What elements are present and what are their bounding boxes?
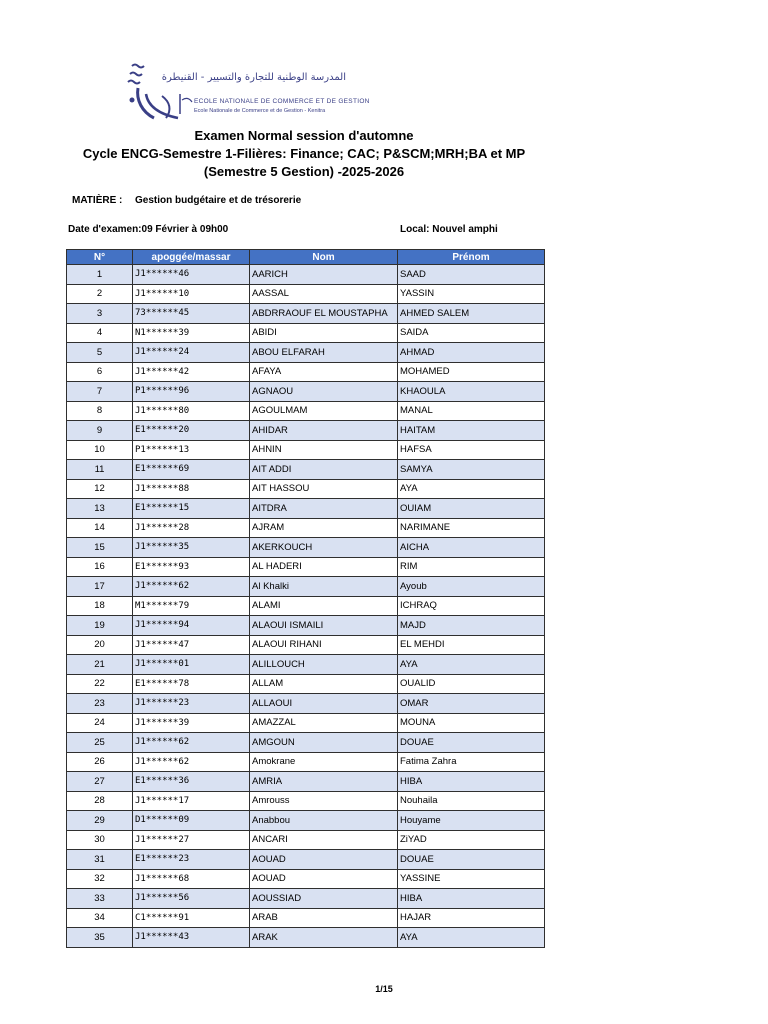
row-number: 6 [67,362,133,382]
row-nom: AFAYA [250,362,398,382]
row-apogee: J1******94 [133,616,250,636]
table-row [67,694,545,714]
row-number: 16 [67,557,133,577]
row-prenom: AYA [398,655,545,675]
row-apogee: J1******88 [133,479,250,499]
exam-cycle: Cycle ENCG-Semestre 1-Filières: Finance; CAC; P&SCM;MRH;BA et MP [82,146,526,161]
row-prenom: AHMED SALEM [398,304,545,324]
table-row [67,908,545,928]
row-nom: Anabbou [250,811,398,831]
column-header-nom: Nom [250,250,398,265]
row-nom: AHNIN [250,440,398,460]
row-number: 26 [67,752,133,772]
column-header-number: N° [67,250,133,265]
row-nom: AITDRA [250,499,398,519]
table-row [67,772,545,792]
row-nom: AJRAM [250,518,398,538]
row-nom: ABOU ELFARAH [250,343,398,363]
row-apogee: E1******69 [133,460,250,480]
row-nom: AOUAD [250,869,398,889]
table-row [67,382,545,402]
table-row [67,889,545,909]
row-apogee: J1******68 [133,869,250,889]
row-nom: ALAOUI RIHANI [250,635,398,655]
matiere-label: MATIÈRE : [72,195,123,206]
row-prenom: SAIDA [398,323,545,343]
row-number: 11 [67,460,133,480]
row-apogee: J1******56 [133,889,250,909]
table-row [67,401,545,421]
row-number: 3 [67,304,133,324]
row-nom: ALAMI [250,596,398,616]
table-row [67,869,545,889]
row-number: 35 [67,928,133,948]
row-number: 18 [67,596,133,616]
row-number: 20 [67,635,133,655]
row-nom: AMAZZAL [250,713,398,733]
row-apogee: J1******01 [133,655,250,675]
row-prenom: DOUAE [398,733,545,753]
row-number: 10 [67,440,133,460]
row-prenom: DOUAE [398,850,545,870]
table-body [67,265,545,948]
row-prenom: SAAD [398,265,545,285]
row-prenom: HAFSA [398,440,545,460]
row-prenom: MAJD [398,616,545,636]
row-prenom: NARIMANE [398,518,545,538]
row-number: 32 [67,869,133,889]
row-nom: AIT ADDI [250,460,398,480]
row-apogee: D1******09 [133,811,250,831]
row-number: 4 [67,323,133,343]
row-prenom: MOHAMED [398,362,545,382]
row-nom: ALLAOUI [250,694,398,714]
table-row [67,362,545,382]
row-prenom: AHMAD [398,343,545,363]
row-number: 15 [67,538,133,558]
row-apogee: J1******24 [133,343,250,363]
row-prenom: KHAOULA [398,382,545,402]
table-row [67,577,545,597]
table-row [67,440,545,460]
row-apogee: J1******42 [133,362,250,382]
row-apogee: J1******62 [133,733,250,753]
table-row [67,674,545,694]
row-prenom: OUALID [398,674,545,694]
row-prenom: RIM [398,557,545,577]
table-row [67,323,545,343]
row-nom: AIT HASSOU [250,479,398,499]
table-row [67,479,545,499]
row-nom: ARAK [250,928,398,948]
student-table [66,249,545,948]
row-nom: ALLAM [250,674,398,694]
row-apogee: E1******15 [133,499,250,519]
row-number: 25 [67,733,133,753]
row-prenom: YASSINE [398,869,545,889]
row-nom: Amrouss [250,791,398,811]
row-number: 31 [67,850,133,870]
table-row [67,811,545,831]
row-prenom: SAMYA [398,460,545,480]
row-apogee: N1******39 [133,323,250,343]
row-number: 8 [67,401,133,421]
row-prenom: ZiYAD [398,830,545,850]
row-prenom: MANAL [398,401,545,421]
row-nom: AOUSSIAD [250,889,398,909]
row-apogee: P1******96 [133,382,250,402]
table-row [67,655,545,675]
table-row [67,518,545,538]
row-prenom: OUIAM [398,499,545,519]
row-apogee: J1******62 [133,752,250,772]
table-row [67,713,545,733]
row-nom: ALILLOUCH [250,655,398,675]
page-number: 1/15 [375,984,393,994]
row-number: 24 [67,713,133,733]
row-apogee: E1******78 [133,674,250,694]
school-name-latin-sub: Ecole Nationale de Commerce et de Gestion - Kenitra [194,108,326,114]
row-prenom: EL MEHDI [398,635,545,655]
table-header-row [67,250,545,265]
row-number: 12 [67,479,133,499]
row-nom: ANCARI [250,830,398,850]
row-apogee: J1******62 [133,577,250,597]
school-name-latin: ECOLE NATIONALE DE COMMERCE ET DE GESTION [194,98,370,105]
row-prenom: OMAR [398,694,545,714]
row-number: 34 [67,908,133,928]
table-row [67,752,545,772]
row-number: 22 [67,674,133,694]
column-header-apogee: apoggée/massar [133,250,250,265]
row-prenom: HIBA [398,889,545,909]
row-apogee: J1******28 [133,518,250,538]
row-apogee: 73******45 [133,304,250,324]
row-number: 13 [67,499,133,519]
row-prenom: AYA [398,928,545,948]
row-prenom: Houyame [398,811,545,831]
table-row [67,616,545,636]
row-number: 28 [67,791,133,811]
row-apogee: C1******91 [133,908,250,928]
row-nom: ABDRRAOUF EL MOUSTAPHA [250,304,398,324]
table-row [67,596,545,616]
row-nom: AMGOUN [250,733,398,753]
school-name-arabic: المدرسة الوطنية للتجارة والتسيير - القنيطرة [161,72,346,83]
row-prenom: Fatima Zahra [398,752,545,772]
row-apogee: J1******17 [133,791,250,811]
row-apogee: P1******13 [133,440,250,460]
row-apogee: J1******39 [133,713,250,733]
table-row [67,850,545,870]
table-row [67,635,545,655]
row-number: 30 [67,830,133,850]
row-prenom: HIBA [398,772,545,792]
row-number: 19 [67,616,133,636]
row-prenom: AICHA [398,538,545,558]
row-nom: AHIDAR [250,421,398,441]
row-number: 2 [67,284,133,304]
row-prenom: Nouhaila [398,791,545,811]
table-row [67,499,545,519]
row-nom: AGOULMAM [250,401,398,421]
row-apogee: J1******80 [133,401,250,421]
row-nom: AKERKOUCH [250,538,398,558]
row-prenom: HAITAM [398,421,545,441]
row-prenom: Ayoub [398,577,545,597]
table-row [67,791,545,811]
matiere-value: Gestion budgétaire et de trésorerie [135,195,302,206]
table-row [67,460,545,480]
row-number: 29 [67,811,133,831]
row-number: 5 [67,343,133,363]
row-number: 14 [67,518,133,538]
table-row [67,284,545,304]
column-header-prenom: Prénom [398,250,545,265]
table-row [67,830,545,850]
row-apogee: E1******93 [133,557,250,577]
row-prenom: HAJAR [398,908,545,928]
row-apogee: E1******20 [133,421,250,441]
row-apogee: J1******35 [133,538,250,558]
table-row [67,304,545,324]
row-number: 1 [67,265,133,285]
row-prenom: ICHRAQ [398,596,545,616]
row-number: 23 [67,694,133,714]
table-row [67,538,545,558]
row-number: 7 [67,382,133,402]
row-apogee: J1******46 [133,265,250,285]
row-apogee: E1******23 [133,850,250,870]
table-row [67,733,545,753]
row-apogee: J1******27 [133,830,250,850]
row-prenom: MOUNA [398,713,545,733]
row-number: 27 [67,772,133,792]
row-nom: Amokrane [250,752,398,772]
row-apogee: J1******10 [133,284,250,304]
row-nom: AMRIA [250,772,398,792]
exam-semester: (Semestre 5 Gestion) -2025-2026 [203,164,405,179]
exam-location: Local: Nouvel amphi [400,224,498,235]
row-nom: ARAB [250,908,398,928]
row-nom: ALAOUI ISMAILI [250,616,398,636]
row-nom: Al Khalki [250,577,398,597]
row-nom: AASSAL [250,284,398,304]
table-row [67,343,545,363]
table-row [67,557,545,577]
table-row [67,928,545,948]
school-logo [118,60,370,126]
table-row [67,421,545,441]
row-nom: AARICH [250,265,398,285]
row-nom: ABIDI [250,323,398,343]
exam-title: Examen Normal session d'automne [194,128,414,143]
row-number: 33 [67,889,133,909]
row-apogee: J1******43 [133,928,250,948]
row-apogee: J1******23 [133,694,250,714]
row-nom: AL HADERI [250,557,398,577]
row-number: 9 [67,421,133,441]
row-apogee: J1******47 [133,635,250,655]
table-row [67,265,545,285]
row-apogee: E1******36 [133,772,250,792]
exam-date: Date d'examen:09 Février à 09h00 [68,224,229,235]
row-prenom: AYA [398,479,545,499]
row-number: 21 [67,655,133,675]
row-nom: AOUAD [250,850,398,870]
row-prenom: YASSIN [398,284,545,304]
row-apogee: M1******79 [133,596,250,616]
row-number: 17 [67,577,133,597]
row-nom: AGNAOU [250,382,398,402]
